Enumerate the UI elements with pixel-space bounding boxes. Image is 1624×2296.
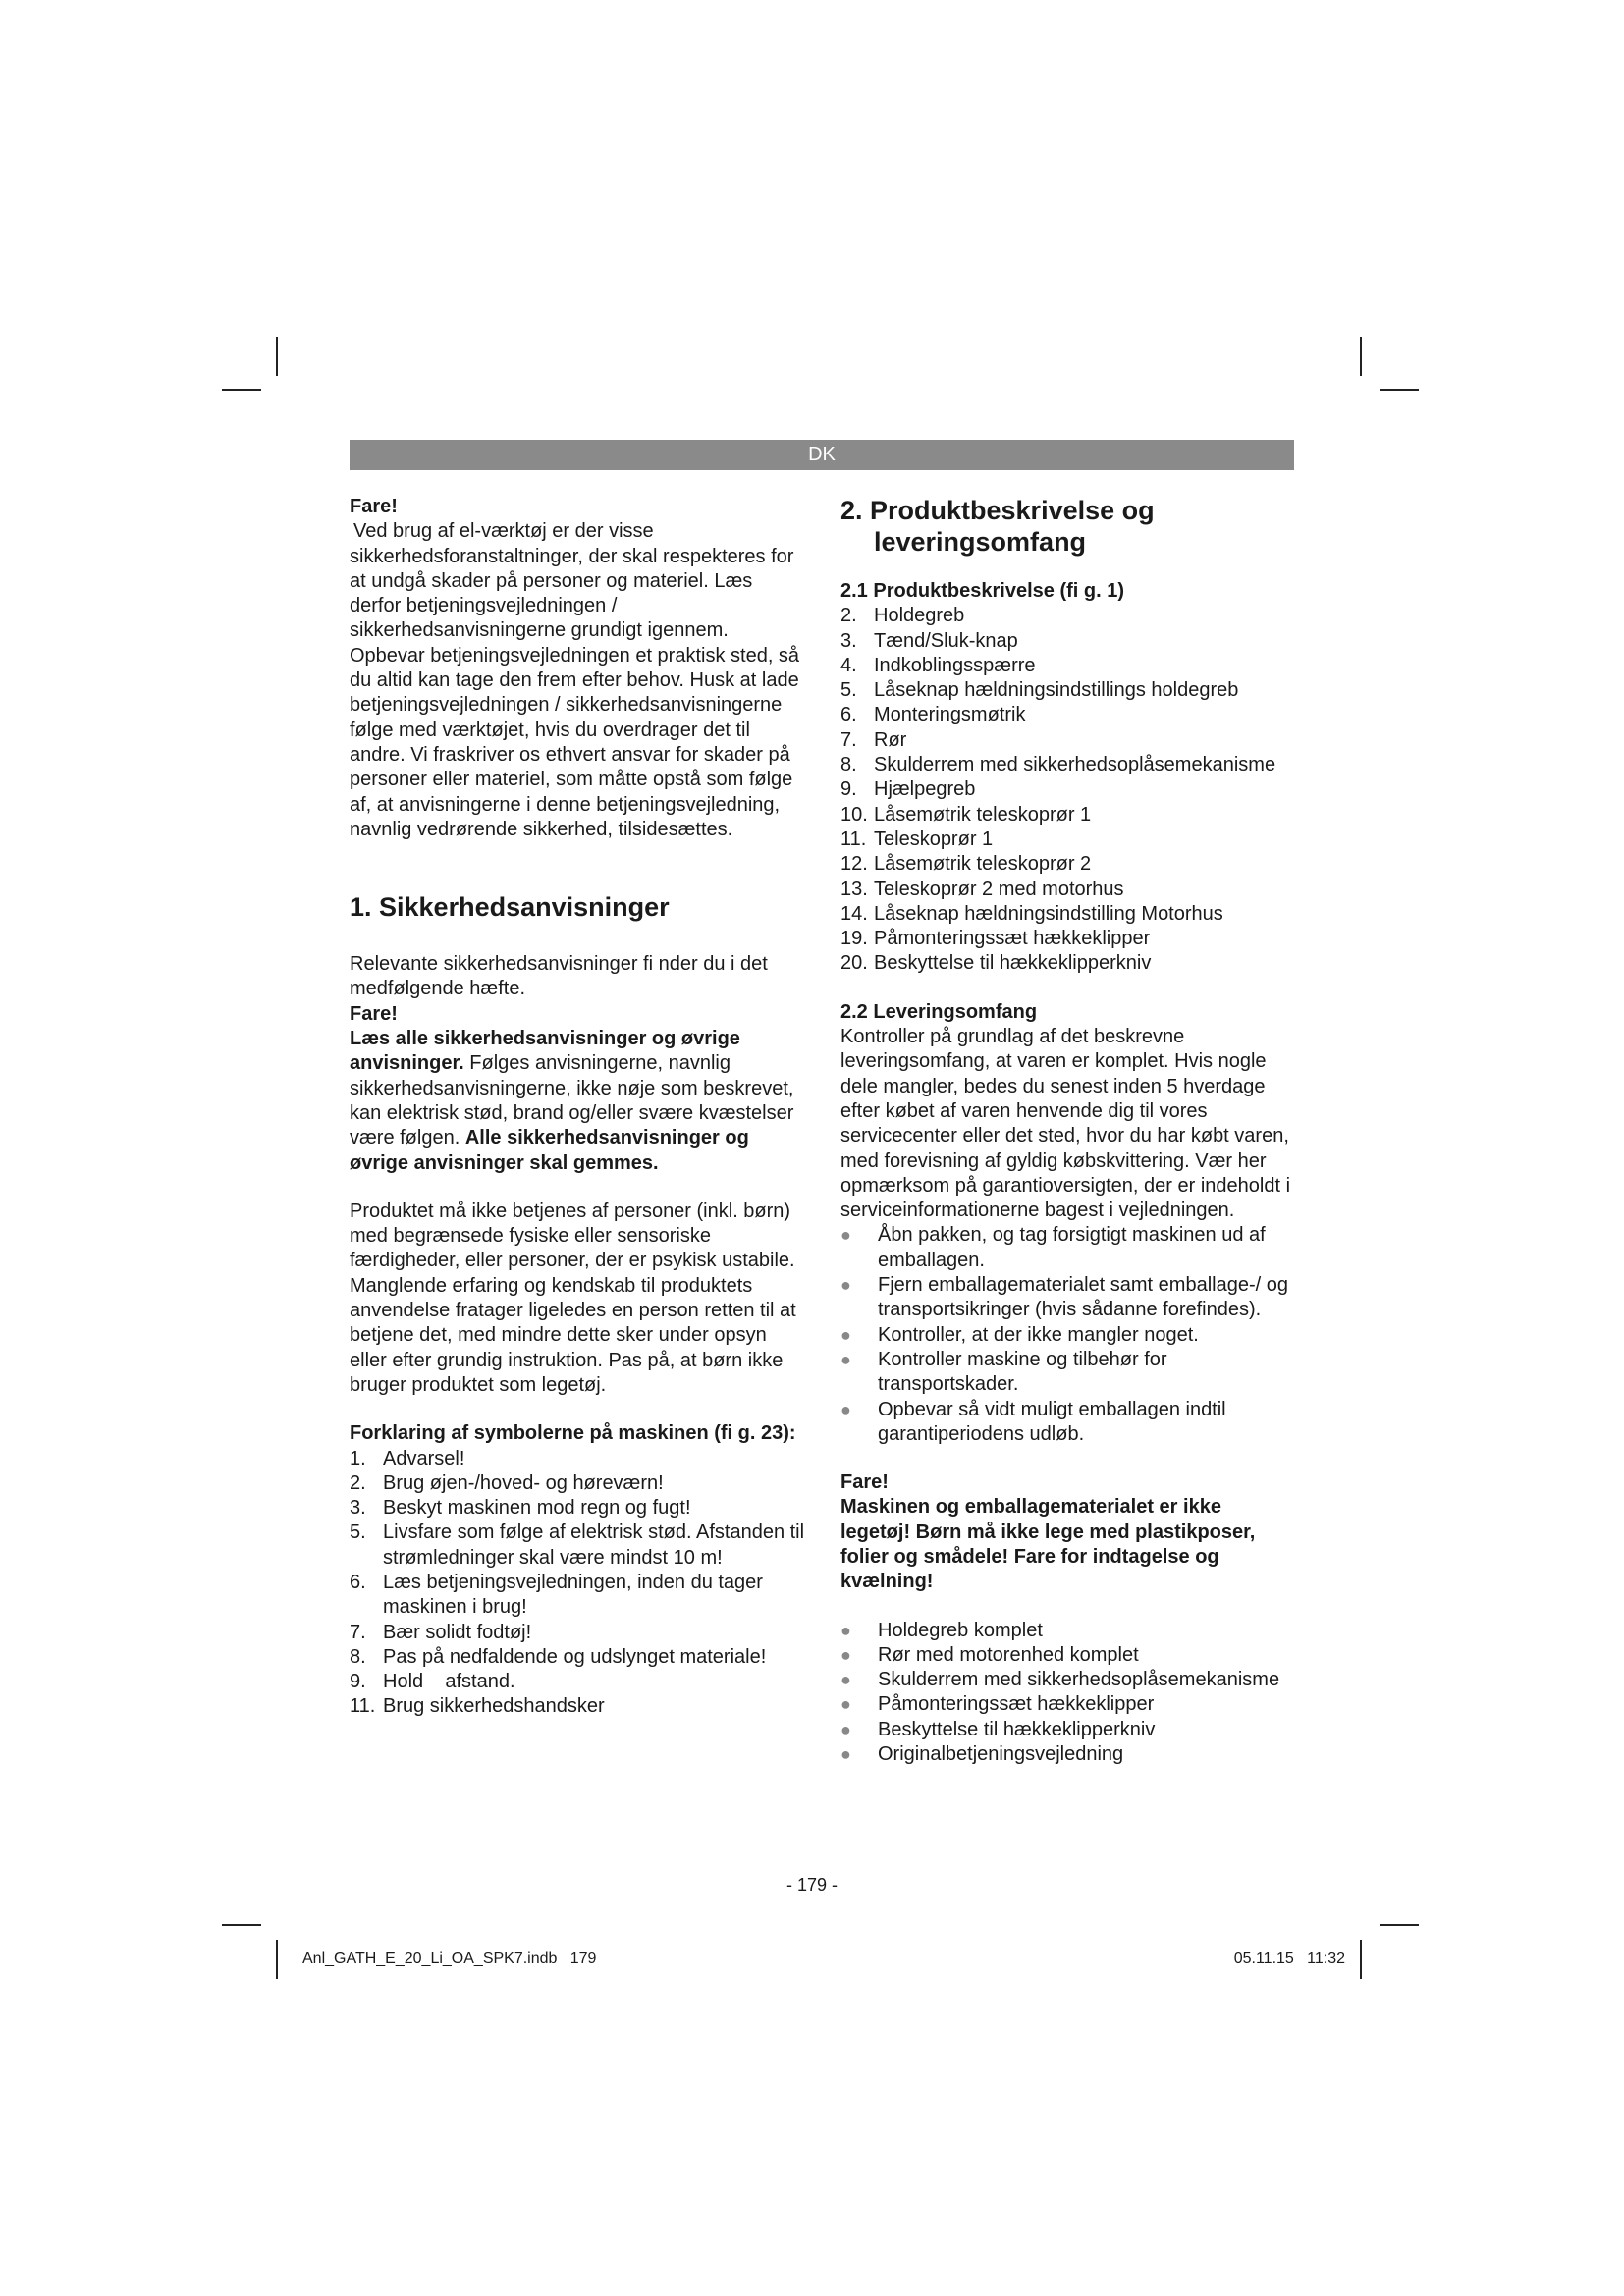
item-number: 11.	[840, 828, 867, 850]
list-item	[840, 678, 1294, 703]
item-text: Bær solidt fodtøj!	[383, 1621, 532, 1643]
item-text: Låsemøtrik teleskoprør 2	[874, 853, 1092, 876]
item-text: Åbn pakken, og tag forsigtigt maskinen ud af emballagen.	[878, 1224, 1266, 1271]
item-number: 1.	[350, 1447, 366, 1469]
subsection-title: 2.1 Produktbeskrivelse (fi g. 1)	[840, 580, 1124, 602]
right-column	[840, 495, 1294, 1767]
danger-title: Fare!	[840, 1471, 889, 1494]
item-number: 13.	[840, 878, 868, 900]
item-text: Låseknap hældningsindstillings holdegreb	[874, 679, 1239, 702]
item-text: Pas på nedfaldende og udslynget materiale!	[383, 1645, 767, 1668]
item-number: 6.	[350, 1571, 366, 1593]
crop-mark	[1380, 1924, 1419, 1926]
bullet-icon: ●	[840, 1324, 851, 1345]
list-item	[840, 902, 1294, 927]
list-item	[350, 1670, 805, 1694]
item-text: Holdegreb komplet	[878, 1619, 1043, 1641]
item-number: 3.	[840, 629, 857, 652]
item-text: Skulderrem med sikkerhedsoplåsemekanisme	[874, 754, 1276, 776]
item-number: 5.	[350, 1522, 366, 1544]
delivery-text: Kontroller på grundlag af det beskrevne leveringsomfang, at varen er komplet. Hvis nogle dele mangler, bedes du senest inden 5 hverdage efter købet af varen henvende dig til vores servicecenter eller det sted, hvor du har købt varen, med forevisning af gyldig købskvittering. Vær her opmærksom på garantioversigten, der er indeholdt i serviceinformationerne bagest i vejledningen.	[840, 1026, 1291, 1222]
crop-mark	[1380, 389, 1419, 391]
danger-title: Fare!	[350, 496, 398, 517]
bullet-icon: ●	[840, 1225, 851, 1246]
item-number: 10.	[840, 803, 868, 826]
bullet-icon: ●	[840, 1620, 851, 1640]
bullet-icon: ●	[840, 1719, 851, 1739]
item-text: Låseknap hældningsindstilling Motorhus	[874, 902, 1223, 925]
list-item	[840, 753, 1294, 777]
item-number: 9.	[350, 1671, 366, 1693]
bullet-icon: ●	[840, 1275, 851, 1296]
item-number: 8.	[350, 1645, 366, 1668]
list-item	[840, 777, 1294, 802]
list-item	[840, 1619, 1294, 1643]
bullet-icon: ●	[840, 1670, 851, 1690]
crop-mark	[1360, 337, 1362, 376]
list-item	[350, 1447, 805, 1471]
item-text: Brug sikkerhedshandsker	[383, 1695, 605, 1718]
item-text: Beskyt maskinen mod regn og fugt!	[383, 1497, 691, 1520]
list-item	[350, 1521, 805, 1571]
danger-text: Maskinen og emballagematerialet er ikke legetøj! Børn må ikke lege med plastikposer, folier og smådele! Fare for indtagelse og kvælning!	[840, 1496, 1256, 1593]
list-item	[840, 1668, 1294, 1692]
list-item	[840, 629, 1294, 654]
item-text: Fjern emballagematerialet samt emballage-/ og transportsikringer (hvis sådanne forefindes).	[878, 1274, 1288, 1321]
crop-mark	[222, 389, 261, 391]
symbols-list	[350, 1447, 805, 1720]
delivery-contents-list	[840, 1619, 1294, 1768]
item-number: 4.	[840, 654, 857, 676]
item-text: Beskyttelse til hækkeklipperkniv	[878, 1718, 1156, 1740]
list-item	[840, 1643, 1294, 1668]
list-item	[840, 1323, 1294, 1348]
item-text: Holdegreb	[874, 605, 965, 627]
list-item	[840, 1273, 1294, 1323]
item-text: Teleskoprør 2 med motorhus	[874, 878, 1124, 900]
item-number: 2.	[350, 1471, 366, 1494]
item-text: Livsfare som følge af elektrisk stød. Afstanden til strømledninger skal være mindst 10 m!	[383, 1522, 805, 1569]
list-item	[840, 1223, 1294, 1273]
list-item	[840, 1692, 1294, 1717]
item-text: Låsemøtrik teleskoprør 1	[874, 803, 1092, 826]
item-text: Kontroller maskine og tilbehør for transportskader.	[878, 1348, 1167, 1396]
list-item	[840, 852, 1294, 877]
danger-paragraph	[350, 1027, 805, 1176]
bullet-icon: ●	[840, 1349, 851, 1369]
item-text: Beskyttelse til hækkeklipperkniv	[874, 952, 1152, 975]
item-number: 12.	[840, 853, 868, 876]
item-text: Originalbetjeningsvejledning	[878, 1743, 1124, 1766]
item-number: 5.	[840, 679, 857, 702]
item-text: Opbevar så vidt muligt emballagen indtil garantiperiodens udløb.	[878, 1398, 1226, 1445]
crop-mark	[222, 1924, 261, 1926]
children-warning-text: Produktet må ikke betjenes af personer (inkl. børn) med begrænsede fysiske eller sensoriske færdigheder, eller personer, der er psykisk ustabile. Manglende erfaring og kendskab til produktets anvendelse fratager ligeledes en person retten til at betjene det, med mindre dette sker under opsyn eller efter grundig instruktion. Pas på, at børn ikke bruger produktet som legetøj.	[350, 1200, 796, 1396]
item-text: Hold afstand.	[383, 1671, 515, 1693]
item-text: Rør med motorenhed komplet	[878, 1643, 1139, 1666]
section-title: 1. Sikkerhedsanvisninger	[350, 892, 670, 923]
list-item	[840, 1742, 1294, 1767]
list-item	[840, 728, 1294, 753]
danger-text: Følges anvisningerne, navnlig sikkerhedsanvisningerne, ikke nøje som beskrevet, kan elektrisk stød, brand og/eller svære kvæstelser være følgen.	[350, 1052, 794, 1149]
item-text: Rør	[874, 728, 907, 751]
file-name: Anl_GATH_E_20_Li_OA_SPK7.indb 179	[302, 1950, 597, 1967]
item-text: Kontroller, at der ikke mangler noget.	[878, 1323, 1199, 1346]
item-text: Indkoblingsspærre	[874, 654, 1036, 676]
item-number: 2.	[840, 605, 857, 627]
language-header-bar	[350, 440, 1294, 470]
list-item	[840, 1348, 1294, 1398]
bullet-icon: ●	[840, 1694, 851, 1715]
item-text: Påmonteringssæt hækkeklipper	[874, 928, 1151, 950]
list-item	[840, 803, 1294, 828]
list-item	[350, 1496, 805, 1521]
page-number: - 179 -	[785, 1875, 839, 1895]
list-item	[350, 1621, 805, 1645]
item-text: Teleskoprør 1	[874, 828, 994, 850]
crop-mark	[276, 1940, 278, 1979]
item-number: 8.	[840, 754, 857, 776]
print-date: 05.11.15 11:32	[1233, 1950, 1345, 1967]
crop-mark	[276, 337, 278, 376]
list-item	[840, 1718, 1294, 1742]
item-text: Læs betjeningsvejledningen, inden du tager maskinen i brug!	[383, 1571, 763, 1619]
item-text: Monteringsmøtrik	[874, 704, 1026, 726]
danger-bold-tail: Alle sikkerhedsanvisninger og øvrige anvisninger skal gemmes.	[350, 1127, 749, 1174]
parts-list	[840, 604, 1294, 976]
item-text: Advarsel!	[383, 1447, 465, 1469]
bullet-icon: ●	[840, 1744, 851, 1765]
item-text: Hjælpegreb	[874, 778, 976, 801]
danger-bold-lead: Læs alle sikkerhedsanvisninger og øvrige anvisninger.	[350, 1028, 740, 1075]
section-intro: Relevante sikkerhedsanvisninger fi nder du i det medfølgende hæfte.	[350, 953, 768, 1000]
left-column	[350, 495, 805, 1720]
list-item	[840, 951, 1294, 976]
item-number: 20.	[840, 952, 868, 975]
language-code: DK	[808, 444, 836, 465]
item-text: Brug øjen-/hoved- og høreværn!	[383, 1471, 664, 1494]
item-number: 7.	[350, 1621, 366, 1643]
list-item	[840, 927, 1294, 951]
list-item	[840, 604, 1294, 628]
bullet-icon: ●	[840, 1644, 851, 1665]
section-title: 2. Produktbeskrivelse og leveringsomfang	[840, 496, 1155, 557]
unpacking-steps	[840, 1223, 1294, 1447]
list-item	[840, 1398, 1294, 1448]
item-text: Tænd/Sluk-knap	[874, 629, 1018, 652]
list-item	[840, 828, 1294, 852]
list-item	[350, 1645, 805, 1670]
item-number: 19.	[840, 928, 868, 950]
item-number: 11.	[350, 1695, 376, 1718]
crop-mark	[1360, 1940, 1362, 1979]
list-item	[840, 654, 1294, 678]
list-item	[840, 703, 1294, 727]
symbols-title: Forklaring af symbolerne på maskinen (fi g. 23):	[350, 1422, 796, 1445]
list-item	[840, 878, 1294, 902]
subsection-title: 2.2 Leveringsomfang	[840, 1000, 1038, 1023]
danger-text: Ved brug af el-værktøj er der visse sikkerhedsforanstaltninger, der skal respekteres for at undgå skader på personer og materiel. Læs derfor betjeningsvejledningen / sikkerhedsanvisningerne grundigt igennem. Opbevar betjeningsvejledningen et praktisk sted, så du altid kan tage den frem efter behov. Husk at lade betjeningsvejledningen / sikkerhedsanvisningerne følge med værktøjet, hvis du overdrager det til andre. Vi fraskriver os ethvert ansvar for skader på personer eller materiel, som måtte opstå som følge af, at anvisningerne i denne betjeningsvejledning, navnlig vedrørende sikkerhed, tilsidesættes.	[350, 520, 800, 840]
item-number: 9.	[840, 778, 857, 801]
list-item	[350, 1471, 805, 1496]
item-number: 6.	[840, 704, 857, 726]
bullet-icon: ●	[840, 1399, 851, 1419]
item-number: 14.	[840, 902, 868, 925]
item-text: Skulderrem med sikkerhedsoplåsemekanisme	[878, 1669, 1280, 1691]
danger-title: Fare!	[350, 1002, 398, 1025]
list-item	[350, 1694, 805, 1719]
item-text: Påmonteringssæt hækkeklipper	[878, 1693, 1155, 1716]
item-number: 3.	[350, 1497, 366, 1520]
list-item	[350, 1571, 805, 1621]
item-number: 7.	[840, 728, 857, 751]
